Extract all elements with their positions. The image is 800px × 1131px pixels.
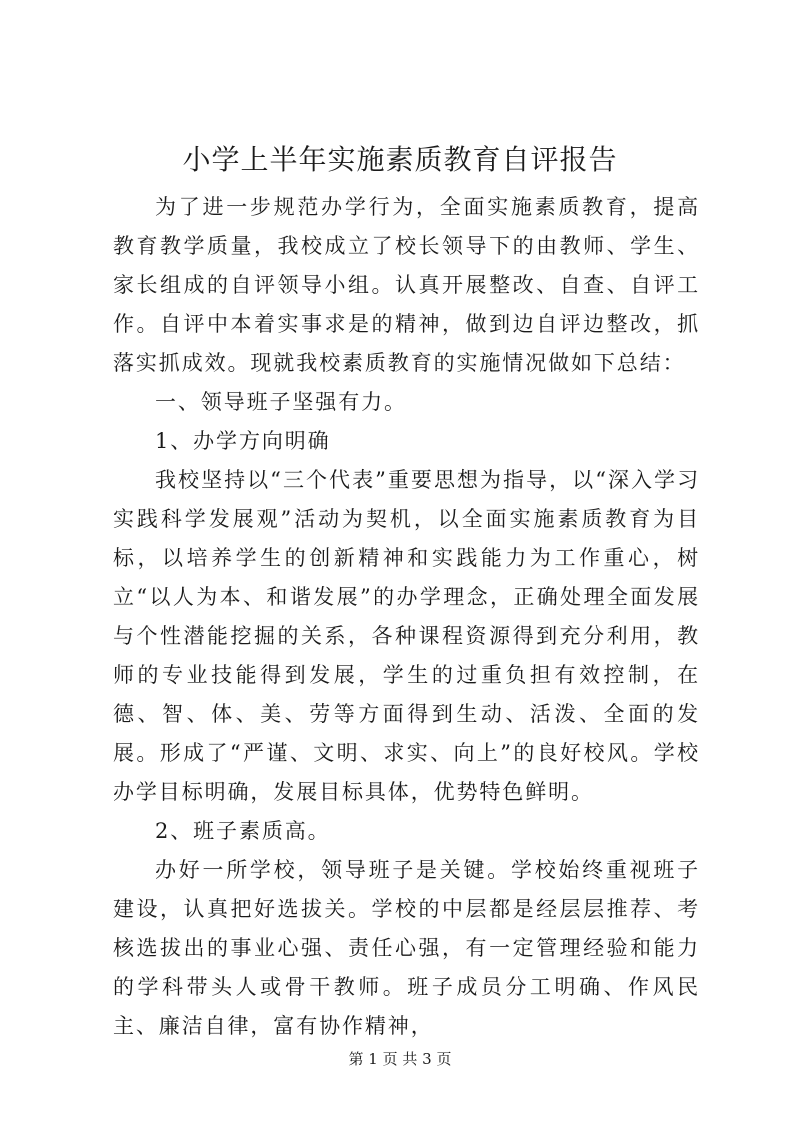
document-title: 小学上半年实施素质教育自评报告: [182, 143, 618, 176]
document-body: [113, 188, 700, 1046]
subsection-heading-2: 2、班子素质高。: [155, 819, 331, 843]
page-number-footer: 第 1 页 共 3 页: [348, 1050, 452, 1068]
subsection-heading-1: 1、办学方向明确: [155, 429, 331, 453]
paragraph-leadership: 办好一所学校，领导班子是关键。学校始终重视班子建设，认真把好选拔关。学校的中层都是经层层推荐、考核选拔出的事业心强、责任心强，有一定管理经验和能力的学科带头人或骨干教师。班子成员分工明确、作风民主、廉洁自律，富有协作精神，: [113, 858, 700, 1038]
paragraph-intro: 为了进一步规范办学行为，全面实施素质教育，提高教育教学质量，我校成立了校长领导下的由教师、学生、家长组成的自评领导小组。认真开展整改、自查、自评工作。自评中本着实事求是的精神，做到边自评边整改，抓落实抓成效。现就我校素质教育的实施情况做如下总结：: [113, 195, 700, 375]
paragraph-direction: 我校坚持以“三个代表”重要思想为指导，以“深入学习实践科学发展观”活动为契机，以全面实施素质教育为目标，以培养学生的创新精神和实践能力为工作重心，树立“以人为本、和谐发展”的办学理念，正确处理全面发展与个性潜能挖掘的关系，各种课程资源得到充分利用，教师的专业技能得到发展，学生的过重负担有效控制，在德、智、体、美、劳等方面得到生动、活泼、全面的发展。形成了“严谨、文明、求实、向上”的良好校风。学校办学目标明确，发展目标具体，优势特色鲜明。: [113, 468, 700, 804]
section-heading-1: 一、领导班子坚强有力。: [155, 390, 407, 414]
